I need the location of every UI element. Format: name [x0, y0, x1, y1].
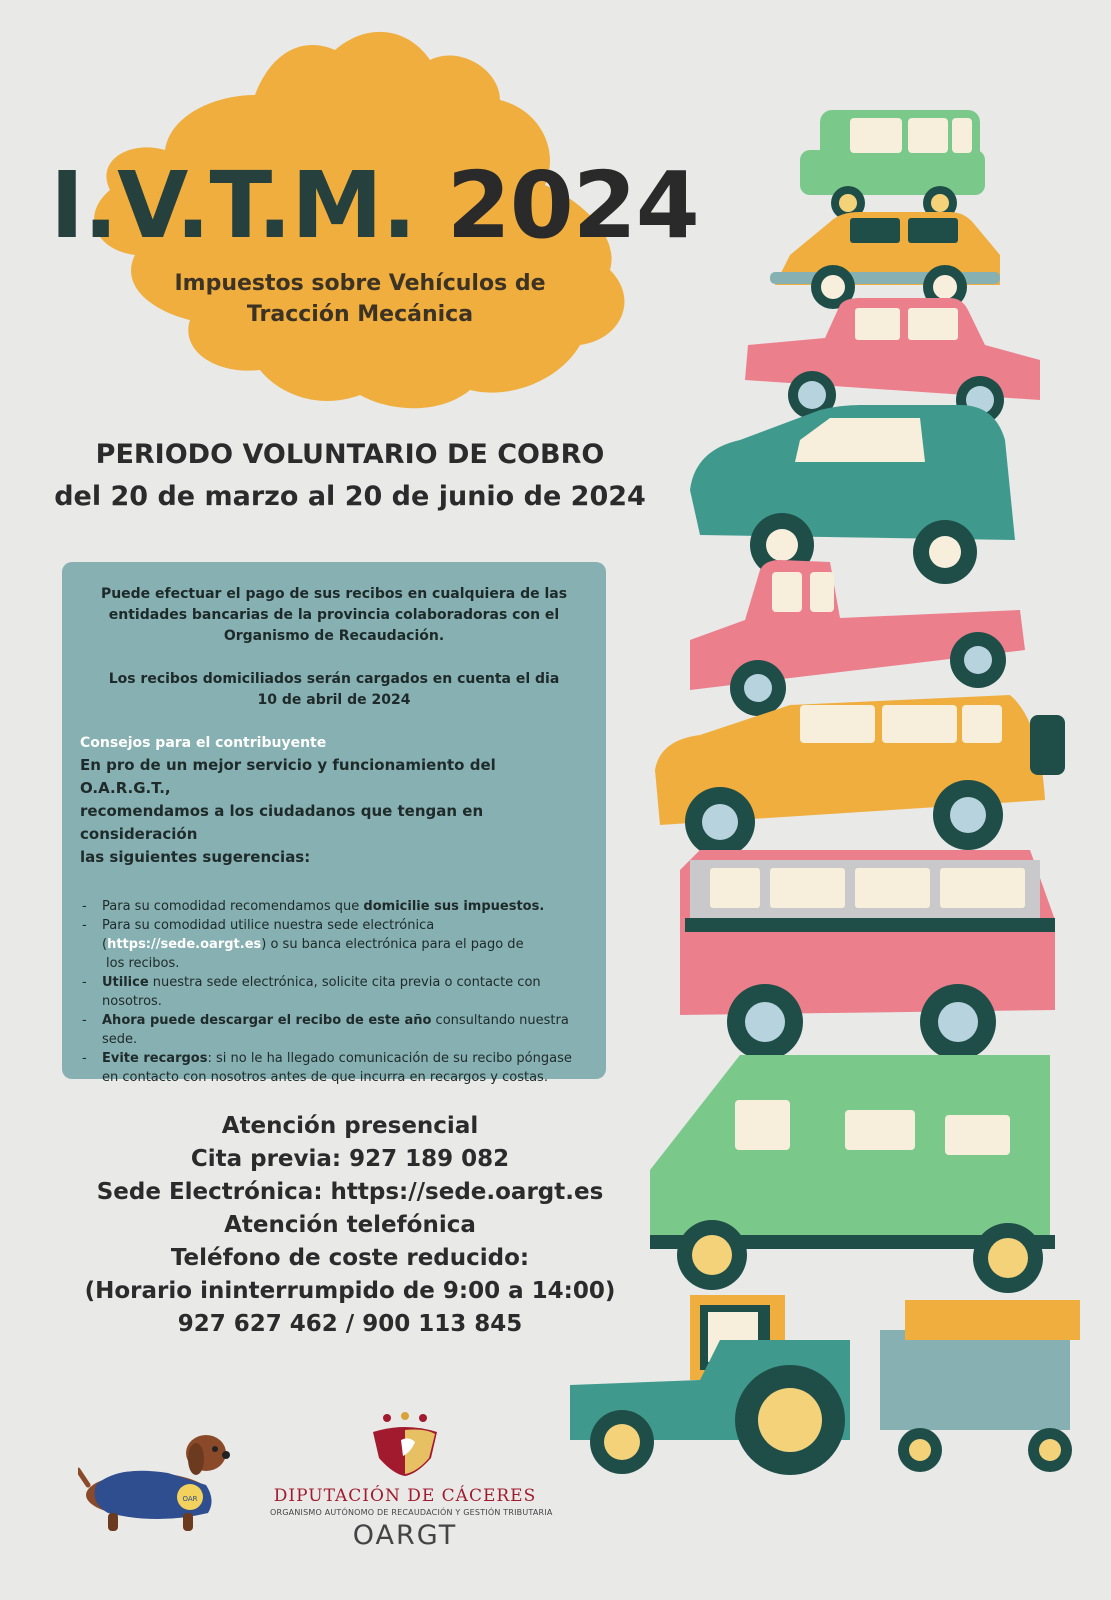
- phone-heading: Atención telefónica: [224, 1212, 476, 1238]
- small-green-car-icon: [800, 110, 985, 220]
- debit-line-1: Los recibos domiciliados serán cargados en cuenta el dia: [108, 671, 560, 687]
- org-name: DIPUTACIÓN DE CÁCERES: [273, 1486, 537, 1506]
- hours-text: (Horario ininterrumpido de 9:00 a 14:00): [84, 1278, 616, 1304]
- mascot-badge-text: OAR: [182, 1495, 198, 1503]
- tip-item: [80, 1049, 588, 1087]
- tip-text: : si no le ha llegado comunicación de su recibo póngase: [207, 1051, 572, 1066]
- advice-intro-line-2: recomendamos a los ciudadanos que tengan en consideración: [80, 802, 484, 843]
- org-subtitle: ORGANISMO AUTÓNOMO DE RECAUDACIÓN Y GESTIÓN TRIBUTARIA: [270, 1508, 553, 1517]
- sede-url[interactable]: Sede Electrónica: https://sede.oargt.es: [96, 1179, 604, 1205]
- org-acronym: OARGT: [352, 1520, 458, 1551]
- tip-text: - Para su comodidad utilice nuestra sede electrónica: [102, 918, 435, 933]
- dachshund-mascot-icon: [78, 1425, 238, 1535]
- pink-pickup-icon: [690, 560, 1025, 716]
- green-van-icon: [650, 1055, 1055, 1293]
- tip-text: ) o su banca electrónica para el pago de: [261, 937, 524, 952]
- payment-line-3: Organismo de Recaudación.: [223, 628, 445, 644]
- tip-bold: Ahora puede descargar el recibo de este año: [102, 1013, 432, 1028]
- title-acronym: I.V.T.M.: [50, 152, 416, 259]
- teal-hatchback-icon: [690, 405, 1015, 584]
- tip-text: nuestra sede electrónica, solicite cita previa o contacte con: [148, 975, 541, 990]
- appointment-phone: Cita previa: 927 189 082: [190, 1146, 510, 1172]
- tip-text: (: [102, 937, 108, 952]
- advice-intro-line-3: las siguientes sugerencias:: [80, 848, 311, 866]
- subtitle-line-1: Impuestos sobre Vehículos de: [174, 271, 546, 296]
- tip-text: los recibos.: [106, 956, 180, 971]
- payment-paragraph: [80, 584, 588, 647]
- pink-bus-icon: [680, 850, 1055, 1060]
- in-person-heading: Atención presencial: [221, 1113, 479, 1139]
- sede-link[interactable]: https://sede.oargt.es: [107, 937, 262, 952]
- tractor-trailer-icon: [570, 1295, 1080, 1475]
- vehicle-stack-illustration: [540, 80, 1080, 1500]
- tip-text: consultando nuestra: [431, 1013, 569, 1028]
- title-year: 2024: [446, 152, 699, 259]
- tip-bold: Evite recargos: [102, 1051, 208, 1066]
- advice-heading: Consejos para el contribuyente: [80, 735, 327, 751]
- yellow-car-icon: [770, 212, 1000, 309]
- advice-intro: [80, 754, 588, 869]
- tip-item: [80, 973, 588, 1011]
- tip-bold: Utilice: [102, 975, 149, 990]
- diputacion-logo: [270, 1412, 553, 1551]
- tip-item: [80, 916, 588, 973]
- oargt-mention: O.A.R.G.T.,: [80, 779, 171, 797]
- tip-text: sede.: [102, 1032, 138, 1047]
- tip-text: Para su comodidad recomendamos que: [102, 899, 364, 914]
- tips-list: [80, 897, 588, 1087]
- payment-line-1: Puede efectuar el pago de sus recibos en cualquiera de las: [100, 586, 568, 602]
- page-subtitle: [160, 268, 560, 330]
- advice-intro-text: En pro de un mejor servicio y funcionamiento del: [80, 756, 496, 774]
- tip-item: [80, 897, 588, 916]
- tip-bold: domicilie sus impuestos.: [363, 899, 545, 914]
- tip-text: nosotros.: [102, 994, 162, 1009]
- tip-text: en contacto con nosotros antes de que incurra en recargos y costas.: [102, 1070, 548, 1085]
- info-box: [62, 562, 606, 1085]
- period-heading: PERIODO VOLUNTARIO DE COBRO: [95, 439, 605, 470]
- direct-debit-paragraph: [80, 669, 588, 711]
- shield-logo-icon: [365, 1412, 445, 1478]
- period-dates: del 20 de marzo al 20 de junio de 2024: [54, 481, 646, 512]
- debit-line-2: 10 de abril de 2024: [257, 692, 411, 708]
- tip-item: [80, 1011, 588, 1049]
- payment-line-2: entidades bancarias de la provincia colaboradoras con el: [108, 607, 560, 623]
- phone-numbers: 927 627 462 / 900 113 845: [177, 1311, 523, 1337]
- yellow-suv-icon: [655, 695, 1065, 857]
- reduced-cost-label: Teléfono de coste reducido:: [170, 1245, 530, 1271]
- subtitle-line-2: Tracción Mecánica: [246, 302, 474, 327]
